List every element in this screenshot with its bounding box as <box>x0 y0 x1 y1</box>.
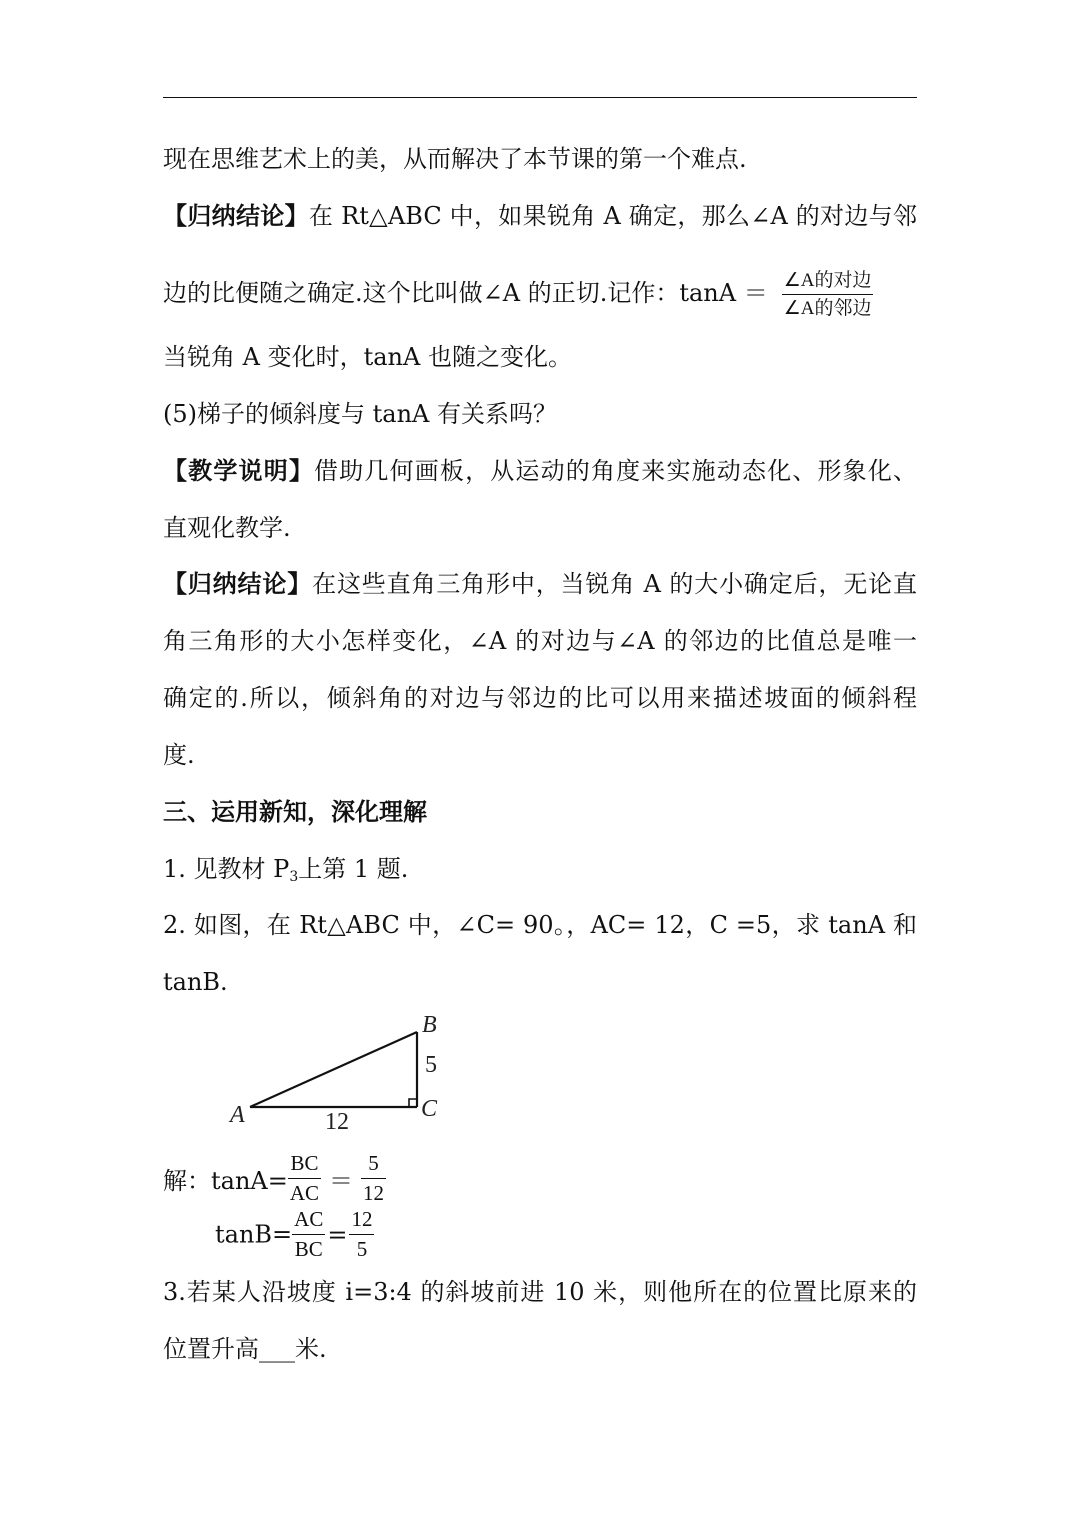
fraction-numerator: 12 <box>349 1206 374 1235</box>
header-rule <box>163 97 917 98</box>
vertex-c-label: C <box>421 1096 438 1122</box>
exercise-2: 2. 如图，在 Rt△ABC 中，∠C= 90。，AC= 12，C =5，求 tanA 和 <box>163 911 917 939</box>
question-line: (5)梯子的倾斜度与 tanA 有关系吗？ <box>163 400 557 428</box>
paragraph-line: 直观化教学. <box>163 514 291 542</box>
paragraph-line: 现在思维艺术上的美，从而解决了本节课的第一个难点. <box>163 145 747 173</box>
definition-text: 边的比便随之确定.这个比叫做∠A 的正切.记作：tanA ＝ <box>163 279 768 307</box>
conclusion-tag: 【归纳结论】 <box>163 569 313 598</box>
conclusion-text: 在这些直角三角形中，当锐角 A 的大小确定后，无论直 <box>312 570 918 598</box>
tanb-fraction-2 <box>349 1206 374 1263</box>
tangent-fraction <box>782 268 874 321</box>
tanb-fraction-1 <box>292 1206 325 1263</box>
conclusion-tag: 【归纳结论】 <box>163 201 309 230</box>
solution-label: tanB= <box>215 1220 293 1249</box>
fraction-numerator: ∠A的对边 <box>782 268 874 295</box>
solution-label: 解：tanA= <box>163 1167 288 1195</box>
fraction-numerator: AC <box>292 1206 325 1235</box>
fraction-denominator: 5 <box>356 1237 368 1261</box>
right-angle-mark <box>409 1099 417 1107</box>
teaching-note-line <box>163 455 917 487</box>
exercise-1-text-end: 上第 1 题. <box>298 855 409 883</box>
exercise-2-continued: tanB. <box>163 968 228 996</box>
fraction-denominator: AC <box>289 1181 320 1205</box>
side-bc-length: 5 <box>425 1052 437 1078</box>
solution-tana <box>163 1150 386 1207</box>
hypotenuse-ab <box>250 1032 417 1107</box>
tana-fraction-1 <box>288 1150 321 1207</box>
fraction-numerator: BC <box>288 1150 321 1179</box>
paragraph-line: 当锐角 A 变化时，tanA 也随之变化。 <box>163 343 572 371</box>
conclusion-line <box>163 568 917 600</box>
teaching-note-text: 借助几何画板，从运动的角度来实施动态化、形象化、 <box>314 457 918 485</box>
vertex-b-label: B <box>422 1012 437 1038</box>
exercise-1-text: 1. 见教材 P <box>163 855 290 883</box>
equals-sign: = <box>327 1220 348 1249</box>
fraction-denominator: 12 <box>363 1181 385 1205</box>
exercise-3: 3.若某人沿坡度 i=3:4 的斜坡前进 10 米，则他所在的位置比原来的 <box>163 1278 917 1306</box>
paragraph-line: 度. <box>163 741 195 769</box>
tana-fraction-2 <box>361 1150 386 1207</box>
tangent-definition-line <box>163 268 917 321</box>
fraction-numerator: 5 <box>361 1150 386 1179</box>
side-ac-length: 12 <box>325 1109 349 1135</box>
paragraph-line: 角三角形的大小怎样变化，∠A 的对边与∠A 的邻边的比值总是唯一 <box>163 627 917 655</box>
section-heading: 三、运用新知，深化理解 <box>163 797 427 826</box>
conclusion-line <box>163 200 917 232</box>
vertex-a-label: A <box>230 1102 245 1128</box>
teaching-note-tag: 【教学说明】 <box>163 456 315 485</box>
equals-sign: ＝ <box>329 1167 354 1195</box>
exercise-1 <box>163 853 917 885</box>
conclusion-text: 在 Rt△ABC 中，如果锐角 A 确定，那么∠A 的对边与邻 <box>308 202 917 230</box>
right-triangle-figure <box>222 1010 452 1138</box>
paragraph-line: 确定的.所以，倾斜角的对边与邻边的比可以用来描述坡面的倾斜程 <box>163 684 917 712</box>
fraction-denominator: ∠A的邻边 <box>783 298 872 319</box>
page-subscript: 3 <box>289 869 299 885</box>
solution-tanb <box>215 1206 374 1263</box>
exercise-3-continued: 位置升高___米. <box>163 1335 327 1363</box>
fraction-denominator: BC <box>294 1237 323 1261</box>
